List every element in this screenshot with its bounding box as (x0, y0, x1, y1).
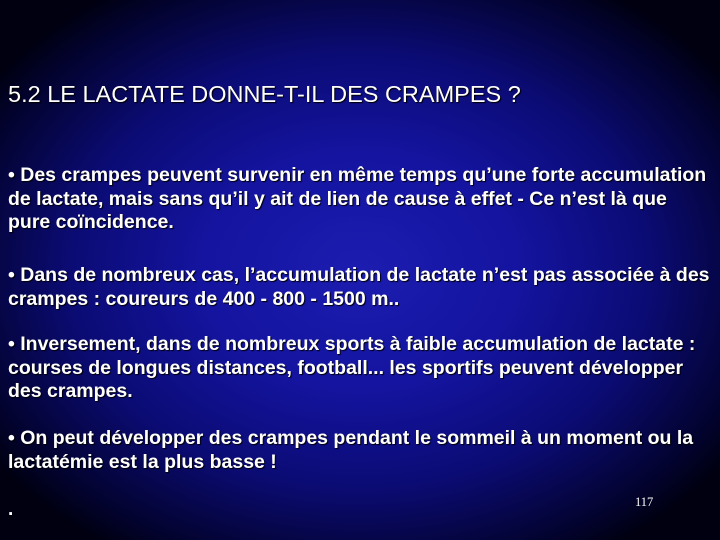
slide-title: 5.2 LE LACTATE DONNE-T-IL DES CRAMPES ? (8, 81, 521, 107)
page-number: 117 (635, 495, 654, 509)
footer-dot: . (8, 499, 14, 520)
bullet-point: • Inversement, dans de nombreux sports à faible accumulation de lactate : courses de longues distances, football... les sportifs peuvent développer des crampes. (8, 333, 696, 402)
bullet-point: • Des crampes peuvent survenir en même temps qu’une forte accumulation de lactate, mais sans qu’il y ait de lien de cause à effet - Ce n’est là que pure coïncidence. (8, 164, 707, 233)
bullet-point: • On peut développer des crampes pendant le sommeil à un moment ou la lactatémie est la plus basse ! (8, 427, 694, 473)
bullet-point: • Dans de nombreux cas, l’accumulation de lactate n’est pas associée à des crampes : coureurs de 400 - 800 - 1500 m.. (8, 264, 710, 310)
